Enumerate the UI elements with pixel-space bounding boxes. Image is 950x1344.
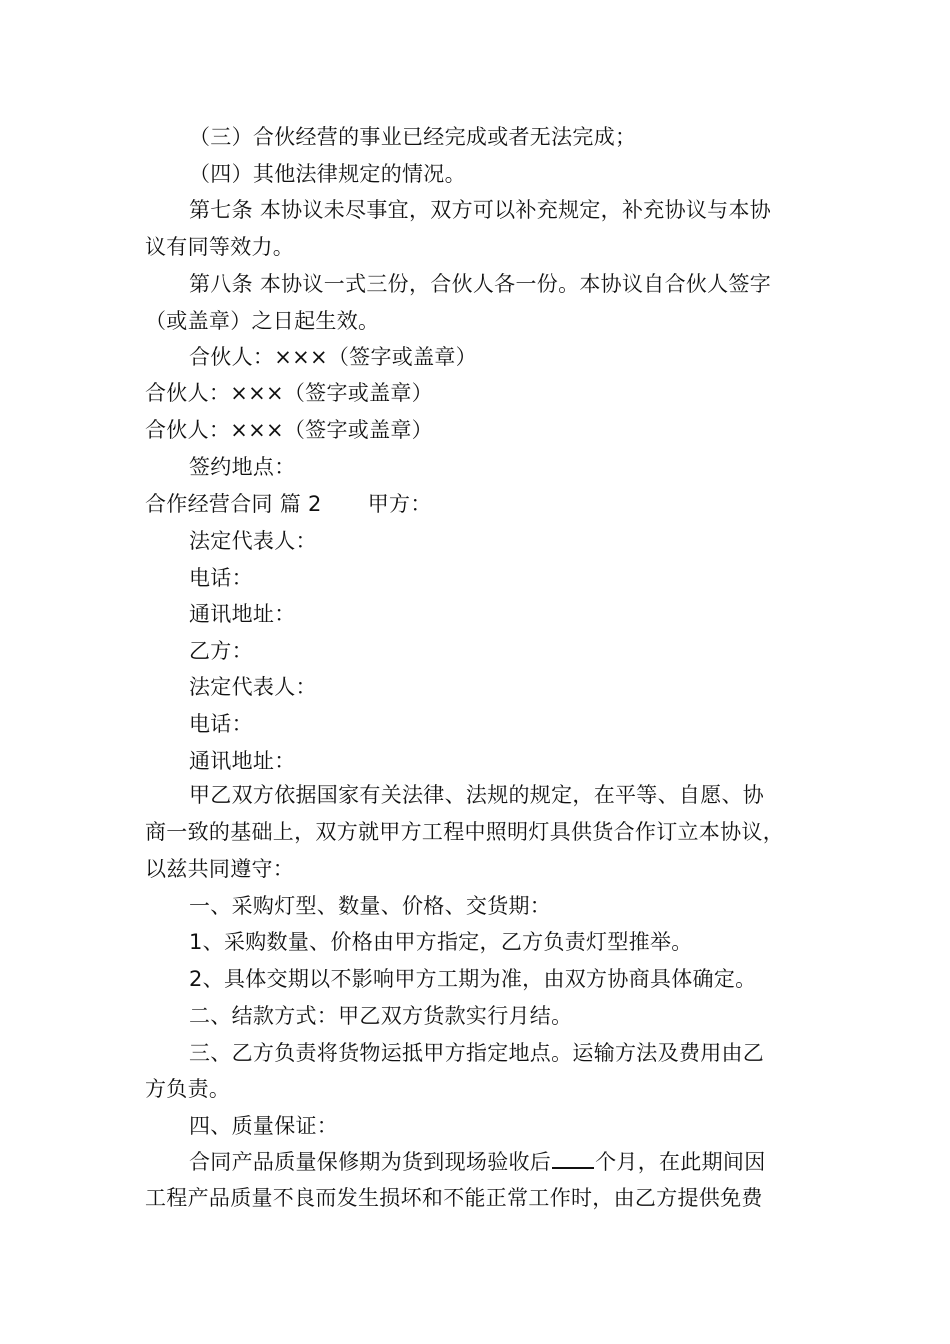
party-b-label: 乙方： (189, 639, 253, 663)
signing-place-line: 签约地点： (189, 455, 296, 479)
section-title: 合作经营合同 篇 2 (145, 492, 322, 516)
party-a-phone: 电话： (189, 566, 253, 590)
preamble-line: 甲乙双方依据国家有关法律、法规的规定，在平等、自愿、协 (189, 783, 765, 807)
party-a-representative: 法定代表人： (189, 529, 317, 553)
warranty-text: 合同产品质量保修期为货到现场验收后 (189, 1150, 552, 1174)
party-a-label: 甲方： (367, 492, 432, 516)
section-2-line: 二、结款方式：甲乙双方货款实行月结。 (189, 1004, 573, 1028)
contract-heading (145, 490, 432, 518)
party-b-address: 通讯地址： (189, 749, 296, 773)
party-a-address: 通讯地址： (189, 602, 296, 626)
preamble-line: 商一致的基础上，双方就甲方工程中照明灯具供货合作订立本协议， (145, 820, 784, 844)
clause-line: （四）其他法律规定的情况。 (189, 162, 466, 186)
article-8-line: （或盖章）之日起生效。 (145, 309, 380, 333)
article-7-line: 议有同等效力。 (145, 235, 295, 259)
partner-signature-line: 合伙人：×××（签字或盖章） (189, 345, 477, 369)
warranty-line: 工程产品质量不良而发生损坏和不能正常工作时，由乙方提供免费 (145, 1186, 763, 1210)
party-b-representative: 法定代表人： (189, 675, 317, 699)
section-4-heading: 四、质量保证： (189, 1114, 339, 1138)
section-3-line: 方负责。 (145, 1077, 231, 1101)
clause-line: （三）合伙经营的事业已经完成或者无法完成； (189, 125, 637, 149)
article-8-line: 第八条 本协议一式三份，合伙人各一份。本协议自合伙人签字 (189, 272, 772, 296)
section-1-item-2: 2、具体交期以不影响甲方工期为准，由双方协商具体确定。 (189, 967, 757, 991)
section-3-line: 三、乙方负责将货物运抵甲方指定地点。运输方法及费用由乙 (189, 1041, 765, 1065)
warranty-line (189, 1147, 766, 1176)
warranty-months-blank (552, 1147, 594, 1169)
warranty-text: 个月，在此期间因 (595, 1150, 766, 1174)
article-7-line: 第七条 本协议未尽事宜，双方可以补充规定，补充协议与本协 (189, 198, 772, 222)
section-1-heading: 一、采购灯型、数量、价格、交货期： (189, 894, 552, 918)
partner-signature-line: 合伙人：×××（签字或盖章） (145, 381, 433, 405)
party-b-phone: 电话： (189, 712, 253, 736)
section-1-item-1: 1、采购数量、价格由甲方指定，乙方负责灯型推举。 (189, 930, 693, 954)
preamble-line: 以兹共同遵守： (145, 857, 295, 881)
partner-signature-line: 合伙人：×××（签字或盖章） (145, 418, 433, 442)
